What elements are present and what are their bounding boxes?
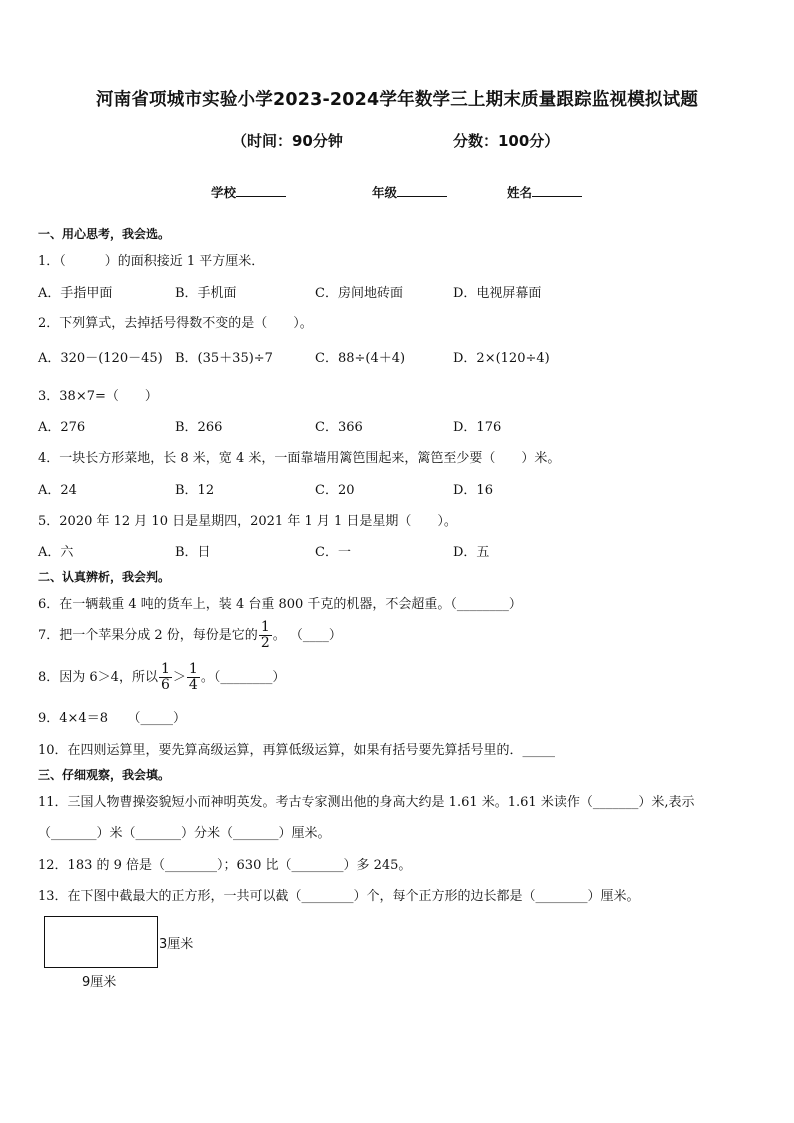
question-1: 1．（ ）的面积接近 1 平方厘米．: [38, 254, 265, 269]
q2-option-d[interactable]: D．2×(120÷4): [453, 351, 550, 366]
grade-field: [372, 183, 447, 201]
name-label: 姓名: [507, 185, 533, 200]
q4-option-a[interactable]: A．24: [38, 483, 77, 498]
q5-option-d[interactable]: D．五: [453, 545, 490, 560]
q7-text: 7．把一个苹果分成 2 份，每份是它的: [38, 628, 258, 643]
q8-denominator-1: 6: [160, 677, 170, 693]
question-13: 13．在下图中截最大的正方形，一共可以截（________）个，每个正方形的边长都是（________）厘米。: [38, 889, 640, 904]
grade-blank[interactable]: [397, 184, 447, 197]
q3-option-b[interactable]: B．266: [175, 420, 223, 435]
figure-height-label: 3厘米: [159, 937, 194, 952]
section-1-heading: 一、用心思考，我会选。: [38, 227, 171, 241]
q8-answer-blank[interactable]: 。（________）: [200, 670, 286, 685]
question-12: 12．183 的 9 倍是（________）；630 比（________）多 245。: [38, 858, 412, 873]
q7-denominator: 2: [260, 635, 270, 651]
school-field: [211, 183, 286, 201]
q3-option-d[interactable]: D．176: [453, 420, 502, 435]
question-4: 4．一块长方形菜地，长 8 米，宽 4 米，一面靠墙用篱笆围起来，篱笆至少要（ ）米。: [38, 451, 561, 466]
q8-fraction-1: [159, 662, 172, 693]
question-11-line-2: （_______）米（_______）分米（_______）厘米。: [38, 826, 331, 841]
exam-score: 分数：100分）: [453, 132, 560, 150]
exam-time: （时间：90分钟: [232, 132, 343, 150]
q3-option-c[interactable]: C．366: [315, 420, 363, 435]
question-9: 9．4×4＝8 （_____）: [38, 711, 186, 726]
school-label: 学校: [211, 185, 237, 200]
question-3: 3．38×7=（ ）: [38, 389, 158, 404]
name-field: [507, 183, 582, 201]
q8-text: 8．因为 6＞4，所以: [38, 670, 158, 685]
q8-fraction-2: [187, 662, 200, 693]
school-blank[interactable]: [236, 184, 286, 197]
question-6: 6．在一辆载重 4 吨的货车上，装 4 台重 800 千克的机器，不会超重。（________）: [38, 597, 522, 612]
q8-operator: ＞: [172, 670, 186, 685]
q4-option-d[interactable]: D．16: [453, 483, 493, 498]
q1-option-d[interactable]: D．电视屏幕面: [453, 286, 542, 301]
q1-option-b[interactable]: B．手机面: [175, 286, 237, 301]
figure-width-label: 9厘米: [82, 975, 117, 990]
question-7: [38, 620, 342, 651]
q1-option-a[interactable]: A．手指甲面: [38, 286, 113, 301]
page-title: 河南省项城市实验小学2023-2024学年数学三上期末质量跟踪监视模拟试题: [95, 90, 699, 110]
q7-numerator: 1: [260, 619, 270, 635]
question-8: [38, 662, 285, 693]
q5-option-b[interactable]: B．日: [175, 545, 211, 560]
q2-option-b[interactable]: B．(35＋35)÷7: [175, 351, 273, 366]
q7-answer-blank[interactable]: 。 （____）: [272, 628, 342, 643]
q8-denominator-2: 4: [188, 677, 198, 693]
q7-fraction: [259, 620, 272, 651]
q4-option-c[interactable]: C．20: [315, 483, 355, 498]
rectangle-figure: [44, 916, 158, 968]
q2-option-c[interactable]: C．88÷(4＋4): [315, 351, 406, 366]
question-2: 2．下列算式，去掉括号得数不变的是（ ）。: [38, 316, 313, 331]
grade-label: 年级: [372, 185, 398, 200]
q5-option-c[interactable]: C．一: [315, 545, 351, 560]
q2-option-a[interactable]: A．320－(120－45): [38, 351, 163, 366]
q8-numerator-1: 1: [160, 661, 170, 677]
q3-option-a[interactable]: A．276: [38, 420, 86, 435]
question-10: 10．在四则运算里，要先算高级运算，再算低级运算，如果有括号要先算括号里的．_____: [38, 743, 556, 758]
question-11-line-1: 11．三国人物曹操姿貌短小而神明英发。考古专家测出他的身高大约是 1.61 米。1.61 米读作（_______）米,表示: [38, 795, 695, 810]
section-2-heading: 二、认真辨析，我会判。: [38, 570, 171, 584]
q5-option-a[interactable]: A．六: [38, 545, 74, 560]
section-3-heading: 三、仔细观察，我会填。: [38, 768, 171, 782]
question-5: 5．2020 年 12 月 10 日是星期四，2021 年 1 月 1 日是星期（ ）。: [38, 514, 457, 529]
q1-option-c[interactable]: C．房间地砖面: [315, 286, 403, 301]
name-blank[interactable]: [532, 184, 582, 197]
q4-option-b[interactable]: B．12: [175, 483, 215, 498]
q8-numerator-2: 1: [188, 661, 198, 677]
